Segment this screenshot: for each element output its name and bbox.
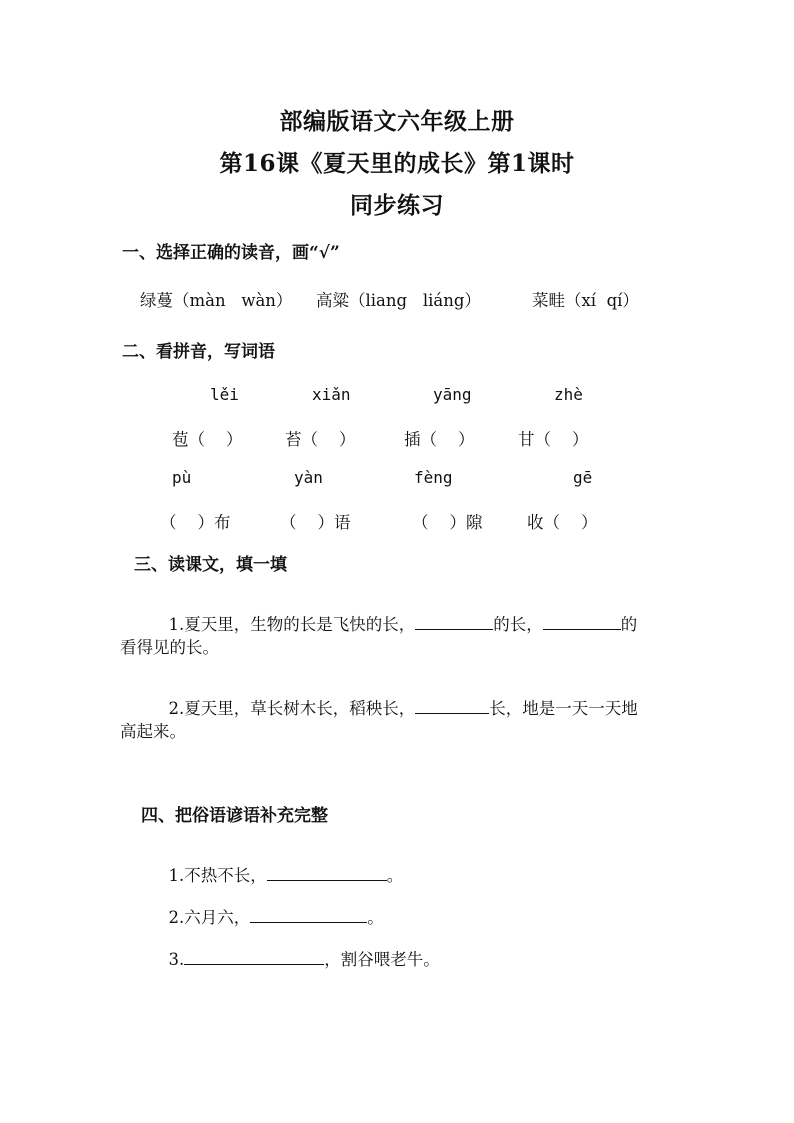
q1-text-2: 的长， — [493, 615, 543, 634]
word-yanyu: （ ）语 — [280, 513, 351, 532]
section2-heading: 二、看拼音，写词语 — [122, 342, 275, 362]
section1-item-2: 高粱（liang liáng） — [316, 291, 481, 310]
page-title: 部编版语文六年级上册 — [279, 108, 515, 135]
q2-text-1: 2.夏天里，草长树木长，稻秧长， — [168, 699, 416, 718]
section1-item-3: 菜畦（xí qí） — [532, 291, 639, 310]
word-shouge: 收（ ） — [527, 513, 598, 532]
pinyin-xian: xiǎn — [312, 385, 351, 404]
section1-item-1: 绿蔓（màn wàn） — [140, 291, 293, 310]
pinyin-zhe: zhè — [554, 385, 583, 404]
pinyin-feng: fèng — [414, 468, 453, 487]
section4-q3 — [158, 927, 440, 970]
q2-blank-1[interactable] — [415, 697, 489, 714]
q1-text-3: 的 — [620, 615, 638, 634]
word-tai: 苔（ ） — [285, 430, 356, 449]
section3-q2-line1 — [158, 676, 638, 719]
s4-q2-after: 。 — [367, 908, 384, 927]
pinyin-pu: pù — [172, 468, 192, 487]
section3-q2-line2: 高起来。 — [120, 722, 186, 741]
s4-q2-blank[interactable] — [250, 906, 367, 923]
pinyin-lei: lěi — [210, 385, 239, 404]
section1-heading: 一、选择正确的读音，画“√” — [122, 243, 340, 263]
q1-text-1: 1.夏天里，生物的长是飞快的长， — [168, 615, 416, 634]
q1-blank-2[interactable] — [543, 613, 621, 630]
pinyin-yang: yāng — [433, 385, 472, 404]
word-cha: 插（ ） — [404, 430, 475, 449]
q1-blank-1[interactable] — [415, 613, 493, 630]
s4-q1-after: 。 — [386, 866, 404, 885]
s4-q3-before: 3. — [168, 950, 185, 969]
exercise-title: 同步练习 — [350, 192, 444, 219]
s4-q3-blank[interactable] — [184, 948, 324, 965]
section4-q2 — [158, 885, 384, 928]
q2-text-2: 长，地是一天一天地 — [489, 699, 638, 718]
word-fengxi: （ ）隙 — [412, 513, 483, 532]
pinyin-yan: yàn — [294, 468, 323, 487]
word-gan: 甘（ ） — [518, 430, 589, 449]
s4-q2-before: 2.六月六， — [168, 908, 251, 927]
section3-heading: 三、读课文，填一填 — [134, 555, 287, 575]
pinyin-ge: gē — [573, 468, 593, 487]
section4-heading: 四、把俗语谚语补充完整 — [141, 806, 328, 826]
s4-q1-before: 1.不热不长， — [168, 866, 267, 885]
section3-q1-line1 — [158, 592, 637, 635]
s4-q3-after: ，割谷喂老牛。 — [324, 950, 440, 969]
s4-q1-blank[interactable] — [267, 864, 387, 881]
lesson-title: 第16课《夏天里的成长》第1课时 — [219, 150, 575, 177]
word-bao: 苞（ ） — [172, 430, 243, 449]
section3-q1-line2: 看得见的长。 — [120, 638, 219, 657]
word-pubu: （ ）布 — [160, 513, 231, 532]
section4-q1 — [158, 843, 403, 886]
